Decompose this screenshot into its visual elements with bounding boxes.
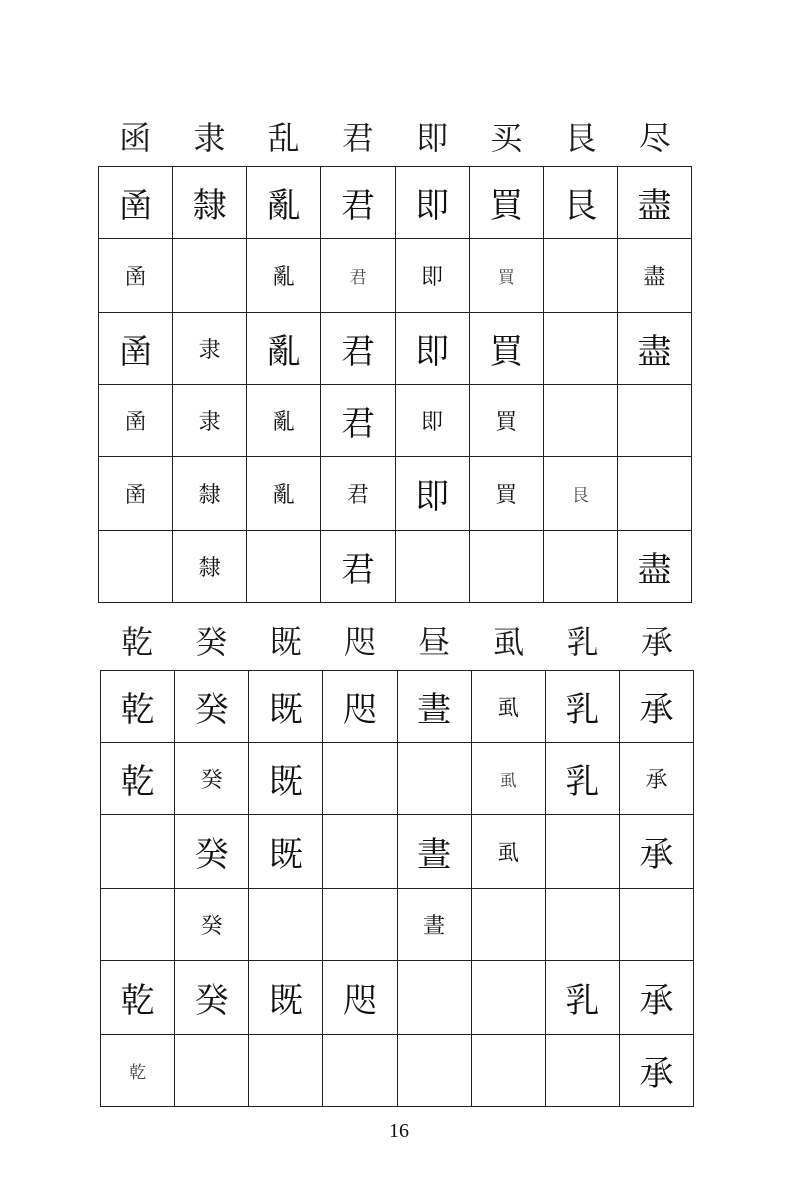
- glyph-cell: 即: [395, 457, 469, 531]
- glyph-cell: [397, 1035, 471, 1107]
- header-char: 既: [269, 623, 302, 661]
- grid-row: [99, 167, 692, 239]
- glyph-cell: 艮: [543, 167, 617, 239]
- glyph-cell: [99, 531, 173, 603]
- glyph-cell: 君: [321, 239, 395, 313]
- glyph-cell: 乳: [545, 743, 619, 815]
- glyph-cell: 虱: [471, 743, 545, 815]
- glyph-cell: [545, 1035, 619, 1107]
- glyph-cell: 咫: [323, 961, 397, 1035]
- glyph-cell: [543, 239, 617, 313]
- glyph-cell: [101, 815, 175, 889]
- glyph-cell: [471, 961, 545, 1035]
- glyph-cell: [175, 1035, 249, 1107]
- glyph-cell: 亂: [247, 239, 321, 313]
- glyph-cell: 買: [469, 239, 543, 313]
- glyph-cell: [323, 743, 397, 815]
- glyph-cell: 隶: [173, 313, 247, 385]
- glyph-cell: 晝: [397, 889, 471, 961]
- glyph-cell: 盡: [617, 531, 691, 603]
- glyph-cell: 既: [249, 961, 323, 1035]
- section-2-grid: [100, 670, 694, 1107]
- glyph-cell: 乳: [545, 961, 619, 1035]
- glyph-cell: 圅: [99, 167, 173, 239]
- glyph-cell: 盡: [617, 239, 691, 313]
- glyph-cell: 咫: [323, 671, 397, 743]
- glyph-cell: [247, 531, 321, 603]
- glyph-cell: [397, 961, 471, 1035]
- glyph-cell: 即: [395, 385, 469, 457]
- glyph-cell: 圅: [99, 457, 173, 531]
- grid-row: [99, 531, 692, 603]
- glyph-cell: 即: [395, 313, 469, 385]
- glyph-cell: 癸: [175, 889, 249, 961]
- glyph-cell: 隸: [173, 457, 247, 531]
- glyph-cell: 既: [249, 743, 323, 815]
- glyph-cell: 隶: [173, 385, 247, 457]
- glyph-cell: [545, 889, 619, 961]
- glyph-cell: 盡: [617, 313, 691, 385]
- glyph-cell: [543, 385, 617, 457]
- grid-row: [101, 1035, 694, 1107]
- header-char: 即: [416, 119, 449, 157]
- section-1-grid: [98, 166, 692, 603]
- glyph-cell: 癸: [175, 961, 249, 1035]
- header-char: 君: [341, 119, 374, 157]
- header-char: 虱: [492, 623, 525, 661]
- glyph-cell: [101, 889, 175, 961]
- header-char: 乾: [121, 623, 154, 661]
- header-char: 咫: [343, 623, 376, 661]
- glyph-cell: 承: [619, 671, 693, 743]
- glyph-cell: 圅: [99, 239, 173, 313]
- header-char: 买: [490, 119, 523, 157]
- glyph-cell: 癸: [175, 743, 249, 815]
- glyph-cell: 買: [469, 457, 543, 531]
- glyph-cell: 既: [249, 815, 323, 889]
- glyph-cell: 虱: [471, 815, 545, 889]
- glyph-cell: [471, 889, 545, 961]
- glyph-cell: 承: [619, 815, 693, 889]
- glyph-cell: 亂: [247, 385, 321, 457]
- glyph-cell: 艮: [543, 457, 617, 531]
- header-char: 癸: [195, 623, 228, 661]
- header-char: 隶: [193, 119, 226, 157]
- glyph-cell: 既: [249, 671, 323, 743]
- glyph-cell: 承: [619, 1035, 693, 1107]
- grid-row: [99, 385, 692, 457]
- glyph-cell: [469, 531, 543, 603]
- grid-row: [101, 671, 694, 743]
- glyph-cell: [397, 743, 471, 815]
- header-char: 昼: [418, 623, 451, 661]
- glyph-cell: 乾: [101, 671, 175, 743]
- glyph-cell: 承: [619, 743, 693, 815]
- grid-row: [99, 239, 692, 313]
- glyph-cell: [617, 457, 691, 531]
- grid-row: [101, 961, 694, 1035]
- glyph-cell: 隸: [173, 531, 247, 603]
- glyph-cell: 乾: [101, 961, 175, 1035]
- glyph-cell: 癸: [175, 815, 249, 889]
- glyph-cell: [249, 1035, 323, 1107]
- header-char: 承: [640, 623, 673, 661]
- glyph-cell: [619, 889, 693, 961]
- glyph-cell: 晝: [397, 671, 471, 743]
- section-2-header-row: [100, 620, 694, 664]
- glyph-cell: 盡: [617, 167, 691, 239]
- glyph-cell: [323, 1035, 397, 1107]
- grid-row: [101, 889, 694, 961]
- glyph-cell: 亂: [247, 313, 321, 385]
- header-char: 艮: [564, 119, 597, 157]
- glyph-cell: 即: [395, 239, 469, 313]
- glyph-cell: 買: [469, 385, 543, 457]
- glyph-cell: 買: [469, 313, 543, 385]
- glyph-cell: [395, 531, 469, 603]
- glyph-cell: 君: [321, 531, 395, 603]
- glyph-cell: [173, 239, 247, 313]
- grid-row: [99, 313, 692, 385]
- grid-row: [101, 815, 694, 889]
- header-char: 尽: [638, 119, 671, 157]
- glyph-cell: 買: [469, 167, 543, 239]
- glyph-cell: 君: [321, 167, 395, 239]
- glyph-cell: 君: [321, 457, 395, 531]
- glyph-cell: 亂: [247, 457, 321, 531]
- glyph-cell: 晝: [397, 815, 471, 889]
- glyph-cell: 即: [395, 167, 469, 239]
- glyph-cell: 圅: [99, 313, 173, 385]
- glyph-cell: [617, 385, 691, 457]
- glyph-cell: [249, 889, 323, 961]
- glyph-cell: [323, 889, 397, 961]
- section-1-header-row: [98, 116, 692, 160]
- glyph-cell: 乾: [101, 1035, 175, 1107]
- glyph-cell: [323, 815, 397, 889]
- glyph-cell: 君: [321, 385, 395, 457]
- glyph-cell: 承: [619, 961, 693, 1035]
- glyph-cell: 乳: [545, 671, 619, 743]
- grid-row: [99, 457, 692, 531]
- glyph-cell: [545, 815, 619, 889]
- page-number: 16: [389, 1120, 409, 1142]
- glyph-cell: [471, 1035, 545, 1107]
- grid-row: [101, 743, 694, 815]
- glyph-cell: 癸: [175, 671, 249, 743]
- glyph-cell: 君: [321, 313, 395, 385]
- glyph-cell: [543, 531, 617, 603]
- glyph-cell: 圅: [99, 385, 173, 457]
- glyph-cell: 虱: [471, 671, 545, 743]
- glyph-cell: 隸: [173, 167, 247, 239]
- header-char: 乳: [566, 623, 599, 661]
- glyph-cell: [543, 313, 617, 385]
- header-char: 乱: [267, 119, 300, 157]
- glyph-cell: 亂: [247, 167, 321, 239]
- header-char: 函: [119, 119, 152, 157]
- glyph-cell: 乾: [101, 743, 175, 815]
